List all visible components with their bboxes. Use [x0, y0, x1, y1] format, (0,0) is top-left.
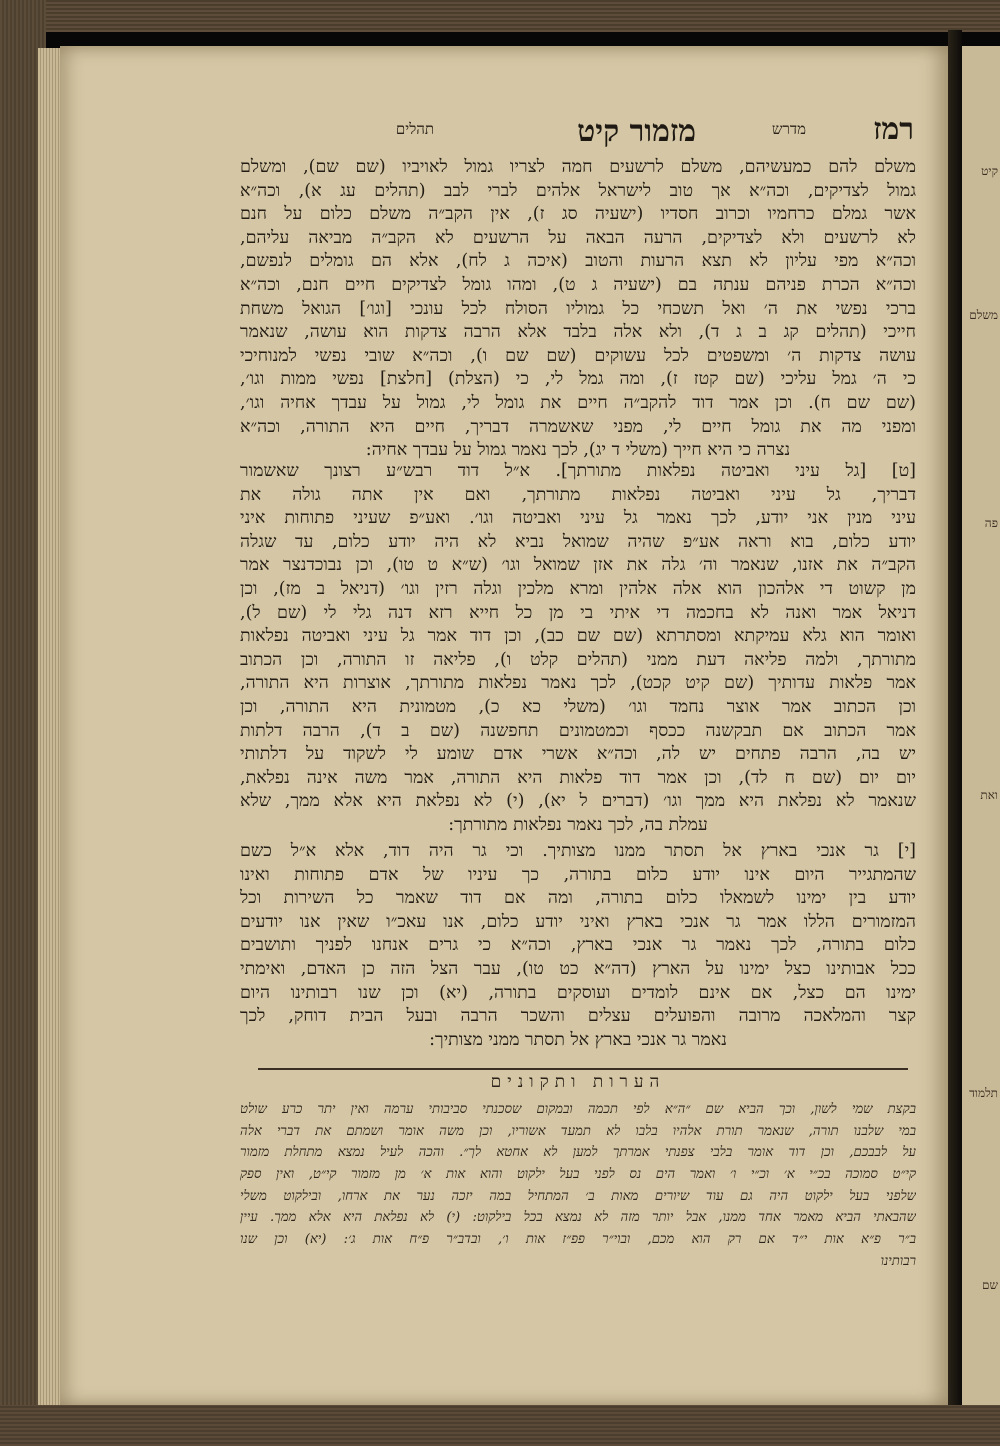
note-line: במי שלבנו תורה, שנאמר תורת אלהיו בלבו לא תמעד אשוריו, וכן משה אומר ושמתם את דברי אלה: [240, 1123, 916, 1139]
facing-page-text: פה: [984, 516, 998, 530]
page-edges: [38, 48, 62, 1410]
text-line: הקב״ה את אזנו, שנאמר וה׳ גלה את אזן שמואל וגו׳ (ש״א ט טו), וכן נבוכדנצר אמר: [240, 555, 916, 576]
text-line: אשר גמלם כרחמיו וכרוב חסדיו (ישעיה סג ז), אין הקב״ה משלם כלום על חנם: [240, 204, 916, 225]
notes-section: [240, 1099, 916, 1273]
text-line: [י] גר אנכי בארץ אל תסתר ממנו מצותיך. וכי גר היה דוד, אלא א״ל כשם: [240, 841, 916, 861]
text-line: שהמתגייר היום אינו יודע כלום בתורה, כך עיניו של אדם פתוחות ואינו: [240, 864, 916, 885]
facing-page-fragment: [962, 46, 1000, 1406]
header-midrash: מדרש: [771, 120, 806, 138]
paragraph-section-1: [240, 156, 916, 463]
text-line: אמר הכתוב אם תבקשנה ככסף וכמטמונים תחפשנה (שם ב ד), הרבה דלתות: [240, 720, 916, 741]
note-line: ב״ר פ״א אות י״ד אם רק הוא מכם, ובוי״ר פפ״ז אות ו׳, ובדב״ר פ״ח אות ג׳: (יא) וכן שנו: [240, 1232, 916, 1248]
note-line: קי״ט סמוכה בכ״י א׳ וכ״י ו׳ ואמר הים נס לפני בעל ילקוט והוא אות א׳ מן מזמור קי״ט, ואין ספק: [240, 1167, 916, 1183]
header-tehilim: תהלים: [395, 120, 434, 138]
text-line: יודע בין ימינו לשמאלו כלום בתורה, ומה אם דוד שאמר כל השירות וכל: [240, 888, 916, 909]
text-line: נצרה כי היא חייך (משלי ד יג), לכך נאמר גמול על עבדך אחיה:: [365, 440, 791, 461]
notes-title: הערות ותקונים: [490, 1072, 666, 1092]
text-line: עיני מנין אני יודע, לכך נאמר גל עיני ואביטה וגו׳. ואע״פ שעיני פתוחות איני: [240, 508, 916, 529]
notes-divider: [258, 1068, 908, 1070]
note-line: בקצת שמי לשון, וכך הביא שם ״ה״א לפי תכמה ובמקום שסכנתי סביבותי ערמה ואין יתר כרע שולט: [240, 1102, 916, 1117]
text-line: חייכי (תהלים קג ב ג ד), ולא אלה בלבד אלא הרבה צדקות הוא עושה, שנאמר: [240, 322, 916, 343]
book-cover-top: [0, 0, 1000, 32]
facing-page-text: קיט: [981, 164, 998, 178]
note-line: על לבבכם, וכן דוד אומר בלבי צפנתי אמרתך למען לא אחטא לך״. והכה לעיל נמצא מתחלת מזמור: [240, 1145, 916, 1161]
text-line: נאמר גר אנכי בארץ אל תסתר ממני מצותיך:: [429, 1029, 727, 1050]
text-line: יום יום (שם ח לד), וכן אמר דוד פלאות היא התורה, אמר משה אינה נפלאת,: [240, 767, 916, 788]
text-line: גמול לצדיקים, וכה״א אך טוב לישראל אלהים לברי לבב (תהלים עג א), וכה״א: [240, 180, 916, 201]
book-gutter: [948, 30, 962, 1410]
text-line: וכה״א מפי עליון לא תצא הרעות והטוב (איכה ג לח), אלא הם גומלים לנפשם,: [240, 251, 916, 272]
page-header: [238, 110, 914, 156]
note-line: שלפני בעל ילקוט היה גם עוד שיורים מאות ב׳ המתחיל במה יזכה נער את ארחו, ובילקוט משלי: [240, 1188, 916, 1204]
facing-page-text: שם: [982, 1278, 998, 1292]
text-line: יודע כלום, בוא וראה אע״פ שהיה שמואל נביא לא היה יודע כלום, עד שגלה: [240, 531, 916, 552]
text-line: לא לרשעים ולא לצדיקים, הרעה הבאה על הרשעים לא הקב״ה מביאה עליהם,: [240, 227, 916, 248]
text-line: ואומר הוא גלא עמיקתא ומסתרתא (שם שם כב), וכן דוד אמר גל עיני ואביטה נפלאות: [240, 626, 916, 647]
text-line: קצר והמלאכה מרובה והפועלים עצלים והשכר הרבה ובעל הבית דוחק, לכך: [240, 1006, 916, 1027]
note-line: שהבאתי הביא מאמר אחד ממנו, אבל יותר מזה לא נמצא בכל בילקוט: (י) לא נפלאת היא אלא ממך. עיין: [240, 1210, 916, 1226]
text-line: יש בה, הרבה פתחים יש לה, וכה״א אשרי אדם שומע לי לשקוד על דלתותי: [240, 744, 916, 765]
text-line: ככל אבותינו כצל ימינו על הארץ (דה״א כט טו), עבר הצל הזה כן האדם, ואימתי: [240, 958, 916, 979]
text-line: וכה״א הכרת פניהם ענתה בם (ישעיה ג ט), ומהו גומל לצדיקים חיים חנם, וכה״א: [240, 274, 916, 295]
text-line: כלום בתורה, לכך נאמר גר אנכי בארץ, וכה״א כי גרים אנחנו לפניך ותושבים: [240, 935, 916, 956]
note-line: רבותינו: [880, 1253, 916, 1269]
facing-page-text: משלם: [969, 308, 998, 322]
text-line: דבריך, גל עיני ואביטה נפלאות מתורתך, ואם אין אתה גולה את: [240, 484, 916, 505]
text-line: (שם שם ח). וכן אמר דוד להקב״ה חיים את גומל לי, גמול על עבדך אחיה וגו׳,: [240, 392, 916, 413]
paragraph-section-3: [240, 840, 916, 1052]
text-line: כי ה׳ גמל עליכי (שם קטז ז), ומה גמל לי, כי (הצלת) [חלצת] נפשי ממות וגו׳,: [240, 369, 916, 390]
text-line: שנאמר לא נפלאת היא ממך וגו׳ (דברים ל יא), (י) לא נפלאת היא אלא ממך, שלא: [240, 791, 916, 812]
text-line: וכן הכתוב אמר אוצר נחמד וגו׳ (משלי כא כ), מטמונית היא התורה, וכן: [240, 696, 916, 717]
header-psalm-title: מזמור קיט: [577, 114, 696, 149]
text-line: [ט] [גל עיני ואביטה נפלאות מתורתך]. א״ל דוד רבש״ע רצונך שאשמור: [240, 461, 916, 481]
text-line: דניאל אמר ואנה לא בחכמה די איתי בי מן כל חייא רזא דנה גלי לי (שם ל),: [240, 602, 916, 623]
text-line: עמלת בה, לכך נאמר נפלאות מתורתך:: [448, 814, 708, 835]
text-line: אמר פלאות עדותיך (שם קיט קכט), לכך נאמר נפלאות מתורתך, אוצרות היא התורה,: [240, 673, 916, 694]
facing-page-text: תלמוד: [969, 1086, 998, 1100]
text-line: ימינו הם כצל, אם אינם לומדים ועוסקים בתורה, (יא) וכן שנו רבותינו היום: [240, 982, 916, 1003]
text-line: עושה צדקות ה׳ ומשפטים לכל עשוקים (שם שם ו), וכה״א שובי נפשי למנוחיכי: [240, 345, 916, 366]
header-ramaz: רמז: [873, 112, 914, 147]
text-line: מתורתך, ולמה פליאה דעת ממני (תהלים קלט ו), פליאה זו התורה, וכן הכתוב: [240, 649, 916, 670]
text-line: מן קשוט די אלהכון הוא אלה אלהין ומרא מלכין וגלה רזין וגו׳ (דניאל ב מז), וכן: [240, 578, 916, 599]
text-line: המזמורים הללו אמר גר אנכי בארץ ואיני יודע כלום, אנו עאכ״ו שאין אנו יודעים: [240, 911, 916, 932]
text-line: ומפני מה את גומל חיים לי, מפני שאשמרה דבריך, חיים היא התורה, וכה״א: [240, 416, 916, 437]
text-line: משלם להם כמעשיהם, משלם לרשעים חמה לצריו גמול לאויביו (שם שם), ומשלם: [240, 157, 916, 177]
facing-page-text: ואת: [980, 788, 998, 802]
paragraph-section-2: [240, 460, 916, 838]
text-line: ברכי נפשי את ה׳ ואל תשכחי כל גמוליו הסולח לכל עונכי [וגו׳] הגואל משחת: [240, 298, 916, 319]
book-cover-bottom: [0, 1405, 1000, 1446]
